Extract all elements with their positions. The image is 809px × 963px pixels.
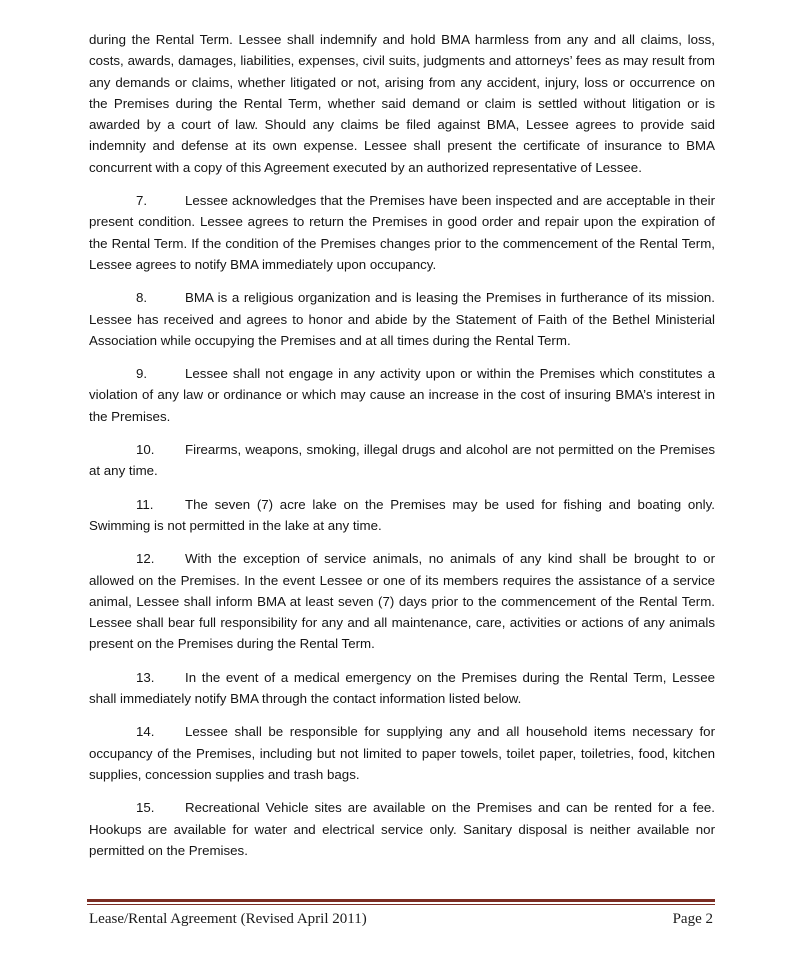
clause-text: Lessee acknowledges that the Premises have been inspected and are acceptable in their present condition. Lessee agrees to return the Premises in good order and repair upon the expiration of the Rental Term. If the condition of the Premises changes prior to the commencement of the Rental Term, Lessee agrees to notify BMA immediately upon occupancy. <box>89 193 715 272</box>
clause-number: 13. <box>136 669 155 685</box>
clause-9 <box>89 363 715 427</box>
continuation-paragraph: during the Rental Term. Lessee shall indemnify and hold BMA harmless from any and all claims, loss, costs, awards, damages, liabilities, expenses, civil suits, judgments and attorneys’ fees as may result from any demands or claims, whether litigated or not, arising from any accident, injury, loss or occurrence on the Premises during the Rental Term, whether said demand or claim is settled without litigation or is awarded by a court of law. Should any claims be filed against BMA, Lessee agrees to provide said indemnity and defense at its own expense. Lessee shall present the certificate of insurance to BMA concurrent with a copy of this Agreement executed by an authorized representative of Lessee. <box>89 32 715 175</box>
footer-rule-thin <box>87 904 715 905</box>
clause-text: Recreational Vehicle sites are available on the Premises and can be rented for a fee. Hookups are available for water and electrical service only. Sanitary disposal is neither available nor permitted on the Premises. <box>89 800 715 858</box>
clause-text: Lessee shall not engage in any activity upon or within the Premises which constitutes a violation of any law or ordinance or which may cause an increase in the cost of insuring BMA’s interest in the Premises. <box>89 366 715 424</box>
clause-number: 7. <box>136 193 148 209</box>
clause-15 <box>89 797 715 861</box>
clause-text: The seven (7) acre lake on the Premises may be used for fishing and boating only. Swimming is not permitted in the lake at any time. <box>89 496 715 533</box>
page-footer <box>89 909 713 929</box>
clause-number: 10. <box>136 442 155 458</box>
clause-text: BMA is a religious organization and is leasing the Premises in furtherance of its mission. Lessee has received and agrees to honor and abide by the Statement of Faith of the Bethel Ministerial Association while occupying the Premises and at all times during the Rental Term. <box>89 290 715 348</box>
footer-title: Lease/Rental Agreement (Revised April 2011) <box>89 911 367 927</box>
clause-14 <box>89 721 715 785</box>
clause-number: 9. <box>136 366 148 382</box>
clause-11 <box>89 494 715 537</box>
clause-number: 8. <box>136 290 148 306</box>
clause-text: Firearms, weapons, smoking, illegal drugs and alcohol are not permitted on the Premises at any time. <box>89 442 715 479</box>
clause-8 <box>89 287 715 351</box>
clause-13 <box>89 667 715 710</box>
clause-number: 11. <box>136 496 154 512</box>
clause-text: In the event of a medical emergency on the Premises during the Rental Term, Lessee shall immediately notify BMA through the contact information listed below. <box>89 669 715 707</box>
clause-number: 12. <box>136 551 155 567</box>
clause-text: With the exception of service animals, no animals of any kind shall be brought to or allowed on the Premises. In the event Lessee or one of its members requires the assistance of a service animal, Lessee shall inform BMA at least seven (7) days prior to the commencement of the Rental Term. Lessee shall bear full responsibility for any and all maintenance, care, activities or actions of any animals present on the Premises during the Rental Term. <box>89 551 715 652</box>
clause-10 <box>89 439 715 482</box>
clause-7 <box>89 190 715 275</box>
footer-rule-thick <box>87 899 715 902</box>
clause-number: 14. <box>136 724 155 740</box>
page-number: Page 2 <box>672 911 713 927</box>
clause-12 <box>89 548 715 654</box>
clause-text: Lessee shall be responsible for supplying any and all household items necessary for occupancy of the Premises, including but not limited to paper towels, toilet paper, toiletries, food, kitchen supplies, concession supplies and trash bags. <box>89 724 715 782</box>
clause-number: 15. <box>136 800 155 816</box>
document-body <box>89 29 715 873</box>
